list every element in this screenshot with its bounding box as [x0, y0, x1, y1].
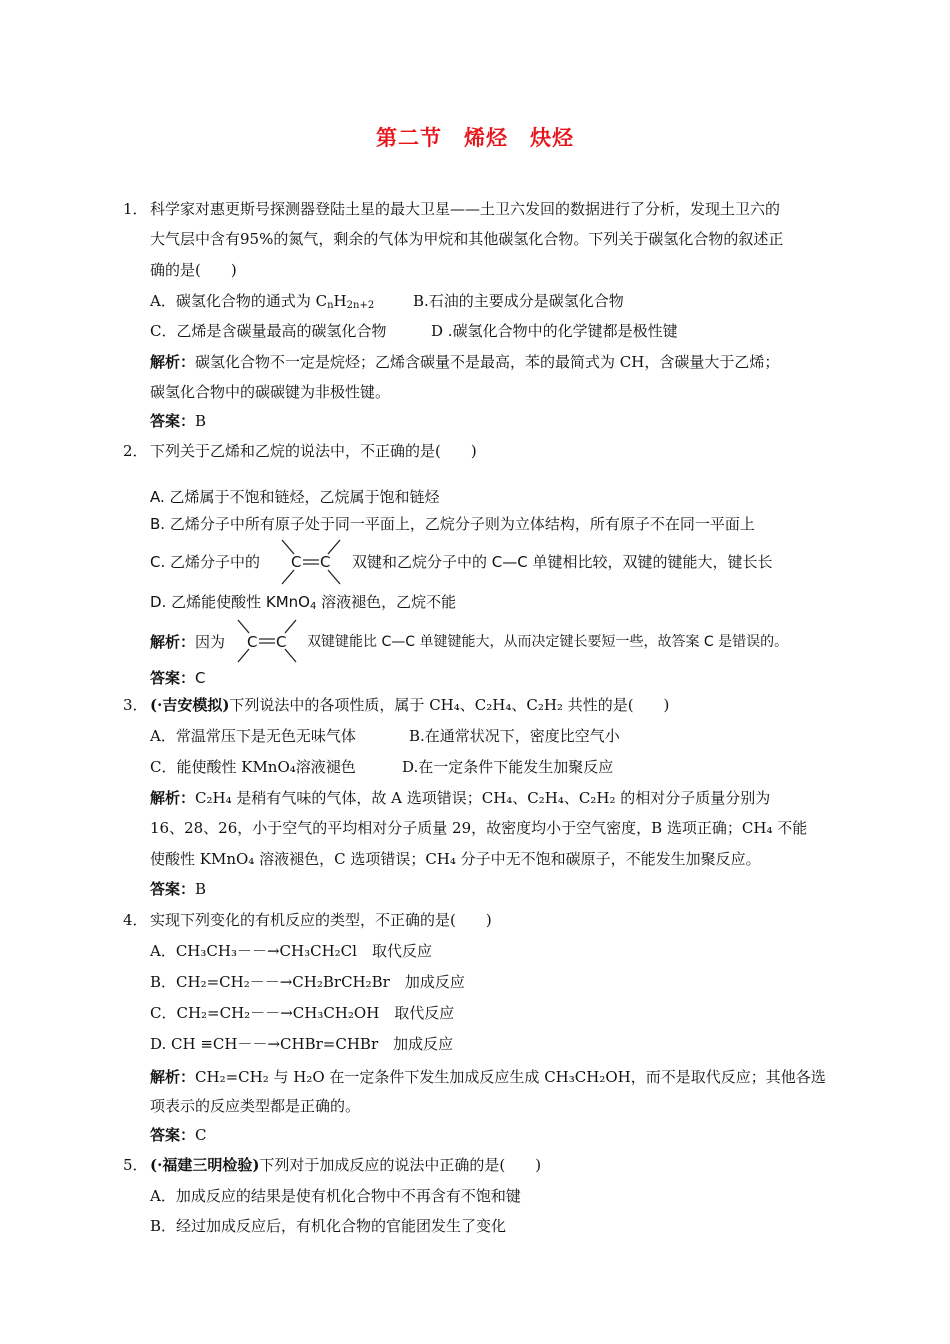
q4-answer: 答案：C	[150, 1126, 207, 1144]
q3-number: 3．	[123, 696, 148, 714]
q2-option-a: A. 乙烯属于不饱和链烃，乙烷属于饱和链烃	[150, 488, 440, 506]
q2-bond-c-left: C	[291, 553, 302, 571]
q1-number: 1．	[123, 200, 148, 218]
q4-option-d: D. CH ≡CH－－→CHBr=CHBr 加成反应	[150, 1035, 454, 1053]
q1-stem-line3: 确的是( )	[150, 261, 237, 279]
q2-analysis-pre: 解析：因为	[150, 633, 226, 651]
q2-option-b: B. 乙烯分子中所有原子处于同一平面上，乙烷分子则为立体结构，所有原子不在同一平面上	[150, 515, 755, 533]
q1-answer: 答案：B	[150, 412, 207, 430]
q4-option-b: B．CH₂=CH₂－－→CH₂BrCH₂Br 加成反应	[150, 973, 465, 991]
q3-option-d: D.在一定条件下能发生加聚反应	[402, 758, 614, 776]
q4-analysis-line2: 项表示的反应类型都是正确的。	[150, 1097, 361, 1115]
q3-stem: (·吉安模拟)下列说法中的各项性质，属于 CH₄、C₂H₄、C₂H₂ 共性的是( )	[150, 696, 670, 714]
q3-option-c: C．能使酸性 KMnO₄溶液褪色	[150, 758, 356, 776]
q3-analysis-line3: 使酸性 KMnO₄ 溶液褪色，C 选项错误；CH₄ 分子中无不饱和碳原子，不能发生加聚反应。	[150, 850, 761, 868]
q3-option-a: A．常温常压下是无色无味气体	[150, 727, 356, 745]
q2-analysis-bond-c-right: C	[276, 633, 287, 651]
page-title	[0, 122, 950, 152]
q1-stem-line2: 大气层中含有95%的氮气，剩余的气体为甲烷和其他碳氢化合物。下列关于碳氢化合物的叙述正	[150, 230, 784, 248]
q4-stem: 实现下列变化的有机反应的类型，不正确的是( )	[150, 911, 492, 929]
q2-option-c-pre: C. 乙烯分子中的	[150, 553, 261, 571]
q4-option-c: C．CH₂=CH₂－－→CH₃CH₂OH 取代反应	[150, 1004, 455, 1022]
q3-answer: 答案：B	[150, 880, 207, 898]
q3-option-b: B.在通常状况下，密度比空气小	[409, 727, 620, 745]
q4-number: 4．	[123, 911, 148, 929]
double-bond-structure-icon-2	[236, 618, 298, 664]
title-alkyne: 炔烃	[530, 126, 574, 150]
q4-option-a: A．CH₃CH₃－－→CH₃CH₂Cl 取代反应	[150, 942, 432, 960]
q5-stem: (·福建三明检验)下列对于加成反应的说法中正确的是( )	[150, 1156, 542, 1174]
q1-option-d: D .碳氢化合物中的化学键都是极性键	[431, 322, 678, 340]
q2-option-c-post: 双键和乙烷分子中的 C—C 单键相比较，双键的键能大，键长长	[352, 553, 773, 571]
q2-answer: 答案：C	[150, 669, 206, 687]
q4-analysis-line1: 解析：CH₂=CH₂ 与 H₂O 在一定条件下发生加成反应生成 CH₃CH₂OH，而不是取代反应；其他各选	[150, 1068, 826, 1086]
q2-bond-c-right: C	[320, 553, 331, 571]
title-alkene: 烯烃	[464, 126, 508, 150]
q3-analysis-line1: 解析：C₂H₄ 是稍有气味的气体，故 A 选项错误；CH₄、C₂H₄、C₂H₂ 的相对分子质量分别为	[150, 789, 771, 807]
q5-option-a: A．加成反应的结果是使有机化合物中不再含有不饱和键	[150, 1187, 521, 1205]
q5-number: 5．	[123, 1156, 148, 1174]
q3-analysis-line2: 16、28、26，小于空气的平均相对分子质量 29，故密度均小于空气密度，B 选项正确；CH₄ 不能	[150, 819, 808, 837]
q2-number: 2．	[123, 442, 148, 460]
q1-analysis-line1: 解析：碳氢化合物不一定是烷烃；乙烯含碳量不是最高，苯的最简式为 CH，含碳量大于乙烯；	[150, 353, 780, 371]
q2-analysis-post: 双键键能比 C—C 单键键能大，从而决定键长要短一些，故答案 C 是错误的。	[307, 634, 789, 650]
q1-stem-line1: 科学家对惠更斯号探测器登陆土星的最大卫星——土卫六发回的数据进行了分析，发现土卫六的	[150, 200, 781, 218]
q1-option-b: B.石油的主要成分是碳氢化合物	[413, 292, 624, 310]
q1-option-c: C．乙烯是含碳量最高的碳氢化合物	[150, 322, 387, 340]
q1-option-a: A．碳氢化合物的通式为 $C_nH_{2n+2}$	[150, 292, 375, 311]
q2-option-d: D. 乙烯能使酸性 KMnO$_4$ 溶液褪色，乙烷不能	[150, 593, 457, 612]
double-bond-structure-icon	[280, 538, 342, 586]
q2-stem: 下列关于乙烯和乙烷的说法中，不正确的是( )	[150, 442, 477, 460]
q2-analysis-bond-c-left: C	[247, 633, 258, 651]
q1-analysis-line2: 碳氢化合物中的碳碳键为非极性键。	[150, 383, 391, 401]
q5-option-b: B．经过加成反应后，有机化合物的官能团发生了变化	[150, 1217, 507, 1235]
title-section: 第二节	[376, 126, 442, 150]
